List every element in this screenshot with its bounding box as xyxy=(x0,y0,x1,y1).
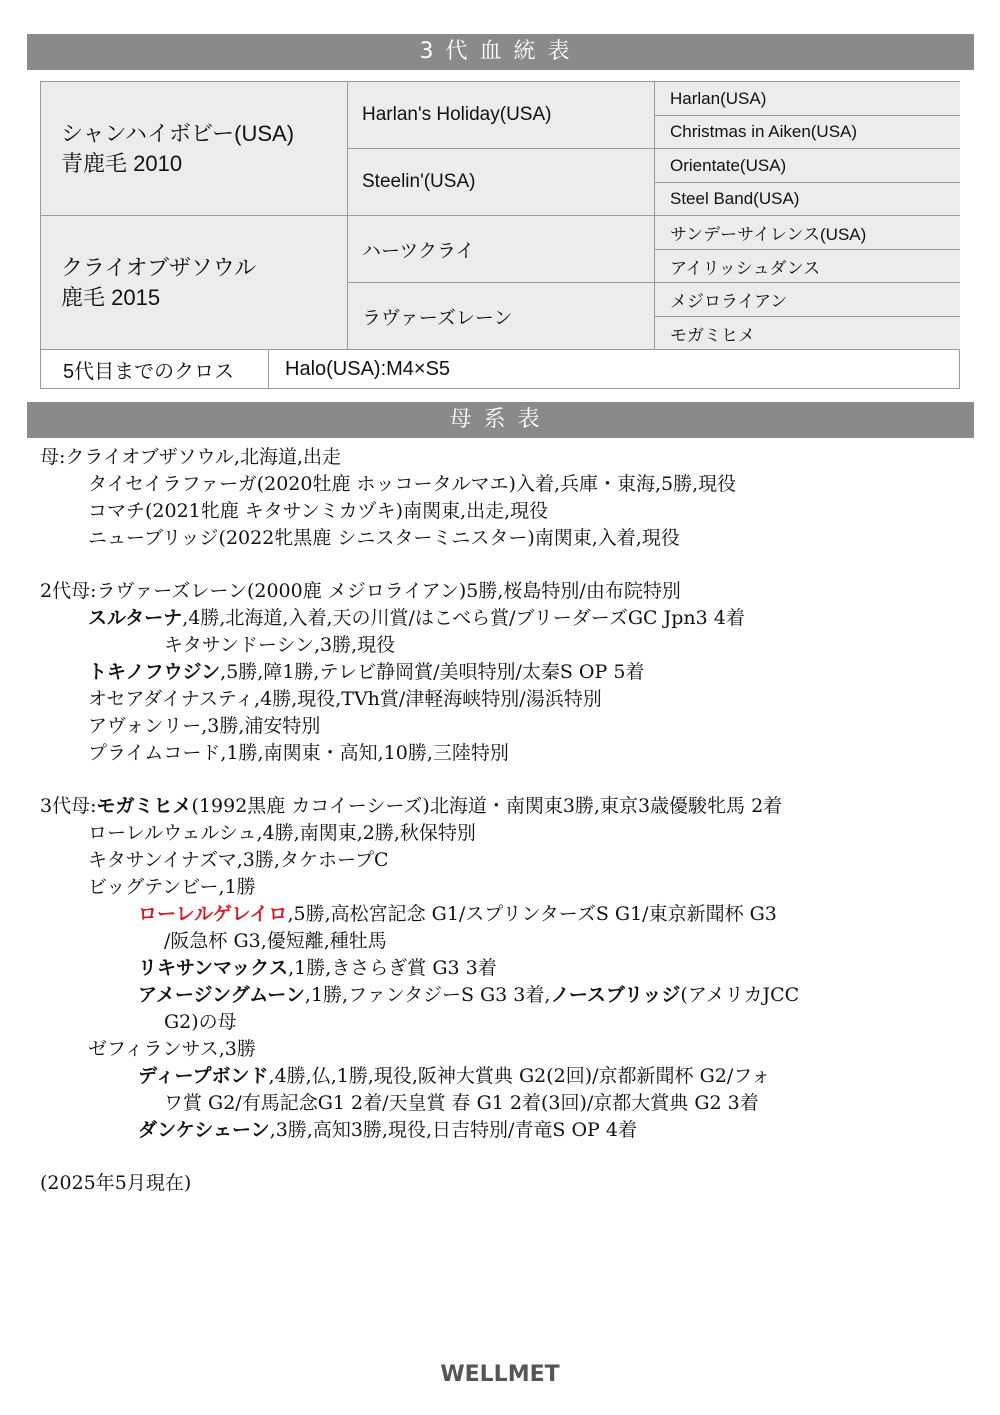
second-dam-heading: 2代母:ラヴァーズレーン(2000鹿 メジロライアン)5勝,桜島特別/由布院特別 xyxy=(40,580,681,602)
cross-value: Halo(USA):M4×S5 xyxy=(269,350,959,388)
dam-info: 鹿毛 2015 xyxy=(61,284,161,310)
progeny-line: オセアダイナスティ,4勝,現役,TVh賞/津軽海峡特別/湯浜特別 xyxy=(88,688,602,710)
horse-name: リキサンマックス xyxy=(138,957,289,979)
progeny-line: G2)の母 xyxy=(164,1011,237,1033)
gen3-ancestor: サンデーサイレンス(USA) xyxy=(655,216,960,250)
horse-name: スルターナ xyxy=(88,607,183,629)
dam-dam: ラヴァーズレーン xyxy=(348,283,655,350)
progeny-line: キタサンイナズマ,3勝,タケホープC xyxy=(88,849,389,871)
horse-name: トキノフウジン xyxy=(88,661,221,683)
pedigree-table xyxy=(40,81,960,389)
brand-logo: WELLMET xyxy=(440,1362,560,1387)
progeny-line: コマチ(2021牝鹿 キタサンミカヅキ)南関東,出走,現役 xyxy=(88,500,549,522)
progeny-line: タイセイラファーガ(2020牡鹿 ホッコータルマエ)入着,兵庫・東海,5勝,現役 xyxy=(88,473,737,495)
progeny-line: アヴォンリー,3勝,浦安特別 xyxy=(88,715,321,737)
gen3-ancestor: メジロライアン xyxy=(655,283,960,317)
cross-label: 5代目までのクロス xyxy=(41,350,269,388)
footnote: (2025年5月現在) xyxy=(40,1172,192,1194)
progeny-line: アメージングムーン,1勝,ファンタジーS G3 3着,ノースブリッジ(アメリカJCC xyxy=(138,984,800,1006)
pedigree-header: 3代血統表 xyxy=(27,34,974,70)
gen3-ancestor: モガミヒメ xyxy=(655,317,960,350)
sire-name: シャンハイボビー(USA) xyxy=(61,120,295,146)
sire-info: 青鹿毛 2010 xyxy=(61,150,183,176)
gen3-ancestor: Christmas in Aiken(USA) xyxy=(655,116,960,149)
progeny-line: ローレルウェルシュ,4勝,南関東,2勝,秋保特別 xyxy=(88,822,476,844)
progeny-line: ローレルゲレイロ,5勝,高松宮記念 G1/スプリンターズS G1/東京新聞杯 G3 xyxy=(138,903,777,925)
gen3-ancestor: アイリッシュダンス xyxy=(655,250,960,283)
progeny-line: ビッグテンビー,1勝 xyxy=(88,876,256,898)
progeny-line: /阪急杯 G3,優短離,種牡馬 xyxy=(164,930,387,952)
sire-cell xyxy=(41,82,348,216)
progeny-line: キタサンドーシン,3勝,現役 xyxy=(164,634,396,656)
dam-heading: 母:クライオブザソウル,北海道,出走 xyxy=(40,446,342,468)
horse-name: モガミヒメ xyxy=(96,795,192,817)
gen3-ancestor: Orientate(USA) xyxy=(655,149,960,183)
progeny-line: プライムコード,1勝,南関東・高知,10勝,三陸特別 xyxy=(88,742,509,764)
progeny-line: スルターナ,4勝,北海道,入着,天の川賞/はこべら賞/ブリーダーズGC Jpn3 4着 xyxy=(88,607,745,629)
gen3-ancestor: Steel Band(USA) xyxy=(655,183,960,216)
gen3-ancestor: Harlan(USA) xyxy=(655,82,960,116)
dam-name: クライオブザソウル xyxy=(61,254,257,280)
horse-name: ダンケシェーン xyxy=(138,1119,270,1141)
progeny-line: ニューブリッジ(2022牝黒鹿 シニスターミニスター)南関東,入着,現役 xyxy=(88,527,680,549)
progeny-line: ディープボンド,4勝,仏,1勝,現役,阪神大賞典 G2(2回)/京都新聞杯 G2/フォ xyxy=(138,1065,771,1087)
progeny-line: ワ賞 G2/有馬記念G1 2着/天皇賞 春 G1 2着(3回)/京都大賞典 G2 3着 xyxy=(164,1092,759,1114)
progeny-line: トキノフウジン,5勝,障1勝,テレビ静岡賞/美唄特別/太秦S OP 5着 xyxy=(88,661,645,683)
sire-sire: Harlan's Holiday(USA) xyxy=(348,82,655,149)
family-table xyxy=(40,444,970,1197)
horse-name: アメージングムーン xyxy=(138,984,305,1006)
horse-name: ディープボンド xyxy=(138,1065,269,1087)
family-header: 母系表 xyxy=(27,402,974,438)
progeny-line: ゼフィランサス,3勝 xyxy=(88,1038,256,1060)
dam-sire: ハーツクライ xyxy=(348,216,655,283)
third-dam-heading: 3代母:モガミヒメ(1992黒鹿 カコイーシーズ)北海道・南関東3勝,東京3歳優駿牝馬 2着 xyxy=(40,795,783,817)
horse-name: ノースブリッジ xyxy=(550,984,681,1006)
horse-name-highlight: ローレルゲレイロ xyxy=(138,903,288,925)
progeny-line: リキサンマックス,1勝,きさらぎ賞 G3 3着 xyxy=(138,957,497,979)
sire-dam: Steelin'(USA) xyxy=(348,149,655,216)
dam-cell xyxy=(41,216,348,350)
progeny-line: ダンケシェーン,3勝,高知3勝,現役,日吉特別/青竜S OP 4着 xyxy=(138,1119,637,1141)
